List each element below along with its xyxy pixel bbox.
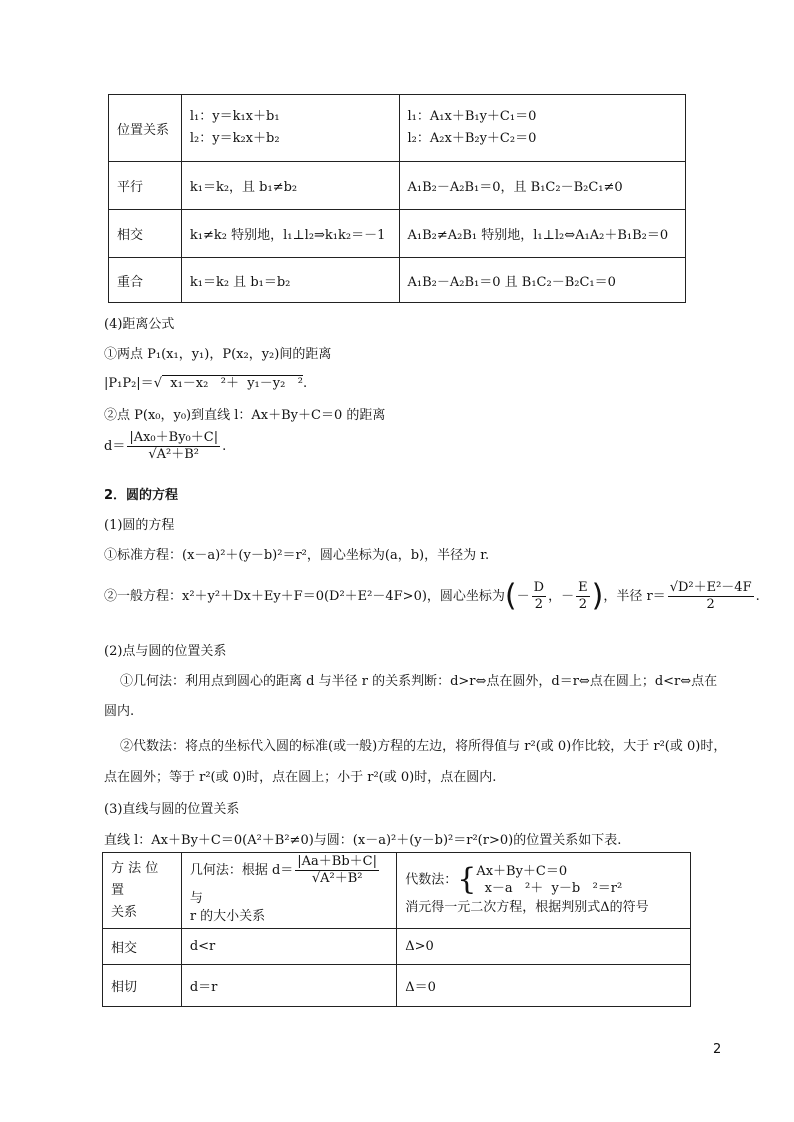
denominator: √A²＋B²	[311, 870, 363, 886]
sub-heading: (1)圆的方程	[104, 518, 175, 533]
equation: Ax＋By＋C＝0	[476, 863, 568, 879]
general-equation	[104, 580, 760, 613]
formula-text: .	[222, 439, 227, 454]
header-cell	[397, 853, 691, 929]
cell: Δ＝0	[397, 965, 691, 1007]
paragraph: ②代数法：将点的坐标代入圆的标准(或一般)方程的左边，将所得值与 r²(或 0)作比较，大于 r²(或 0)时，	[120, 739, 727, 754]
table-row	[109, 162, 686, 210]
row-label: 相切	[103, 965, 182, 1007]
cell-line: 消元得一元二次方程，根据判别式Δ的符号	[405, 899, 649, 915]
table-row	[109, 258, 686, 303]
cell: A₁B₂－A₂B₁＝0 且 B₁C₂－B₂C₁＝0	[399, 258, 685, 303]
denominator: 2	[578, 597, 587, 612]
equation: x－a ²＋ y－b ²＝r²	[476, 880, 623, 896]
cell: k₁＝k₂ 且 b₁＝b₂	[181, 258, 399, 303]
paragraph: ①标准方程：(x－a)²＋(y－b)²＝r²，圆心坐标为(a，b)，半径为 r.	[104, 548, 490, 563]
paragraph: 直线 l：Ax＋By＋C＝0(A²＋B²≠0)与圆：(x－a)²＋(y－b)²＝r²(r>0)的位置关系如下表.	[104, 833, 622, 848]
table-row	[103, 853, 691, 929]
cell-line: l₂：y＝k₂x＋b₂	[189, 131, 280, 146]
row-label: 相交	[103, 929, 182, 965]
table-row	[103, 929, 691, 965]
row-label: 位置关系	[109, 95, 182, 162]
paren: )	[591, 578, 604, 614]
cell-text: 几何法：根据 d＝	[189, 862, 294, 878]
table-row	[103, 965, 691, 1007]
cell-text: 与	[189, 890, 203, 906]
formula-text: |P₁P₂|＝	[104, 376, 154, 391]
paragraph: ②点 P(x₀，y₀)到直线 l：Ax＋By＋C＝0 的距离	[104, 408, 386, 423]
fraction	[532, 580, 546, 613]
paragraph: 点在圆外；等于 r²(或 0)时，点在圆上；小于 r²(或 0)时，点在圆内.	[104, 770, 497, 785]
cell: k₁＝k₂，且 b₁≠b₂	[181, 162, 399, 210]
paren: (	[504, 578, 517, 614]
page-number: 2	[713, 1042, 722, 1057]
radicand: x₁－x₂ ²＋ y₁－y₂ ²	[161, 376, 303, 391]
cell-line: 关系	[111, 904, 138, 920]
sub-heading: (3)直线与圆的位置关系	[104, 802, 240, 817]
header-cell	[103, 853, 182, 929]
fraction	[295, 854, 379, 887]
comma: ，－	[548, 589, 575, 604]
cell: d<r	[181, 929, 396, 965]
paragraph: ①两点 P₁(x₁，y₁)，P(x₂，y₂)间的距离	[104, 347, 332, 362]
cell-line	[190, 854, 388, 906]
formula-text: d＝	[104, 439, 126, 454]
cell: A₁B₂≠A₂B₁ 特别地，l₁⊥l₂⇔A₁A₂＋B₁B₂＝0	[399, 210, 685, 258]
cell: k₁≠k₂ 特别地，l₁⊥l₂⇒k₁k₂＝－1	[181, 210, 399, 258]
section-heading: (4)距离公式	[104, 317, 175, 332]
formula-text: .	[755, 589, 760, 604]
table-row	[109, 95, 686, 162]
denominator: 2	[706, 597, 715, 612]
cell-line: l₁：y＝k₁x＋b₁	[189, 109, 280, 124]
paragraph: 圆内.	[104, 704, 135, 719]
cell-line	[405, 863, 682, 897]
line-relation-table	[108, 94, 686, 303]
fraction	[668, 580, 754, 613]
table-row	[109, 210, 686, 258]
numerator: |Ax₀＋By₀＋C|	[129, 430, 219, 445]
cell-line: r 的大小关系	[189, 908, 266, 924]
cell	[181, 95, 399, 162]
header-cell	[181, 853, 396, 929]
radical-sign: √	[153, 376, 162, 391]
row-label: 重合	[109, 258, 182, 303]
cell: A₁B₂－A₂B₁＝0，且 B₁C₂－B₂C₁≠0	[399, 162, 685, 210]
minus-sign: －	[516, 589, 530, 604]
cell: d＝r	[181, 965, 396, 1007]
cell	[399, 95, 685, 162]
brace: {	[457, 861, 477, 897]
formula-distance-two-points	[104, 372, 307, 391]
formula-text: ，半径 r＝	[603, 589, 666, 604]
sub-heading: (2)点与圆的位置关系	[104, 644, 227, 659]
formula-text: ②一般方程：x²＋y²＋Dx＋Ey＋F＝0(D²＋E²－4F>0)，圆心坐标为	[104, 589, 505, 604]
formula-text: .	[302, 376, 308, 391]
formula-point-line-distance	[104, 430, 226, 463]
row-label: 相交	[109, 210, 182, 258]
fraction	[127, 430, 220, 463]
row-label: 平行	[109, 162, 182, 210]
numerator: |Aa＋Bb＋C|	[297, 853, 378, 869]
denominator: √A²＋B²	[148, 447, 200, 462]
numerator: D	[533, 580, 545, 595]
line-circle-table	[102, 852, 691, 1007]
fraction	[576, 580, 590, 613]
cell-text: 代数法：	[405, 872, 458, 887]
cell-line: 方 法 位 置	[111, 860, 159, 898]
section-heading: 2．圆的方程	[104, 488, 179, 503]
numerator: √D²＋E²－4F	[669, 580, 752, 595]
denominator: 2	[534, 597, 544, 612]
cell-line: l₁：A₁x＋B₁y＋C₁＝0	[407, 109, 537, 124]
paragraph: ①几何法：利用点到圆心的距离 d 与半径 r 的关系判断：d>r⇔点在圆外，d＝r⇔点在圆上；d<r⇔点在	[120, 674, 718, 689]
cell: Δ>0	[397, 929, 691, 965]
numerator: E	[578, 580, 588, 595]
cell-line: l₂：A₂x＋B₂y＋C₂＝0	[407, 131, 537, 146]
equation-system	[476, 863, 622, 897]
